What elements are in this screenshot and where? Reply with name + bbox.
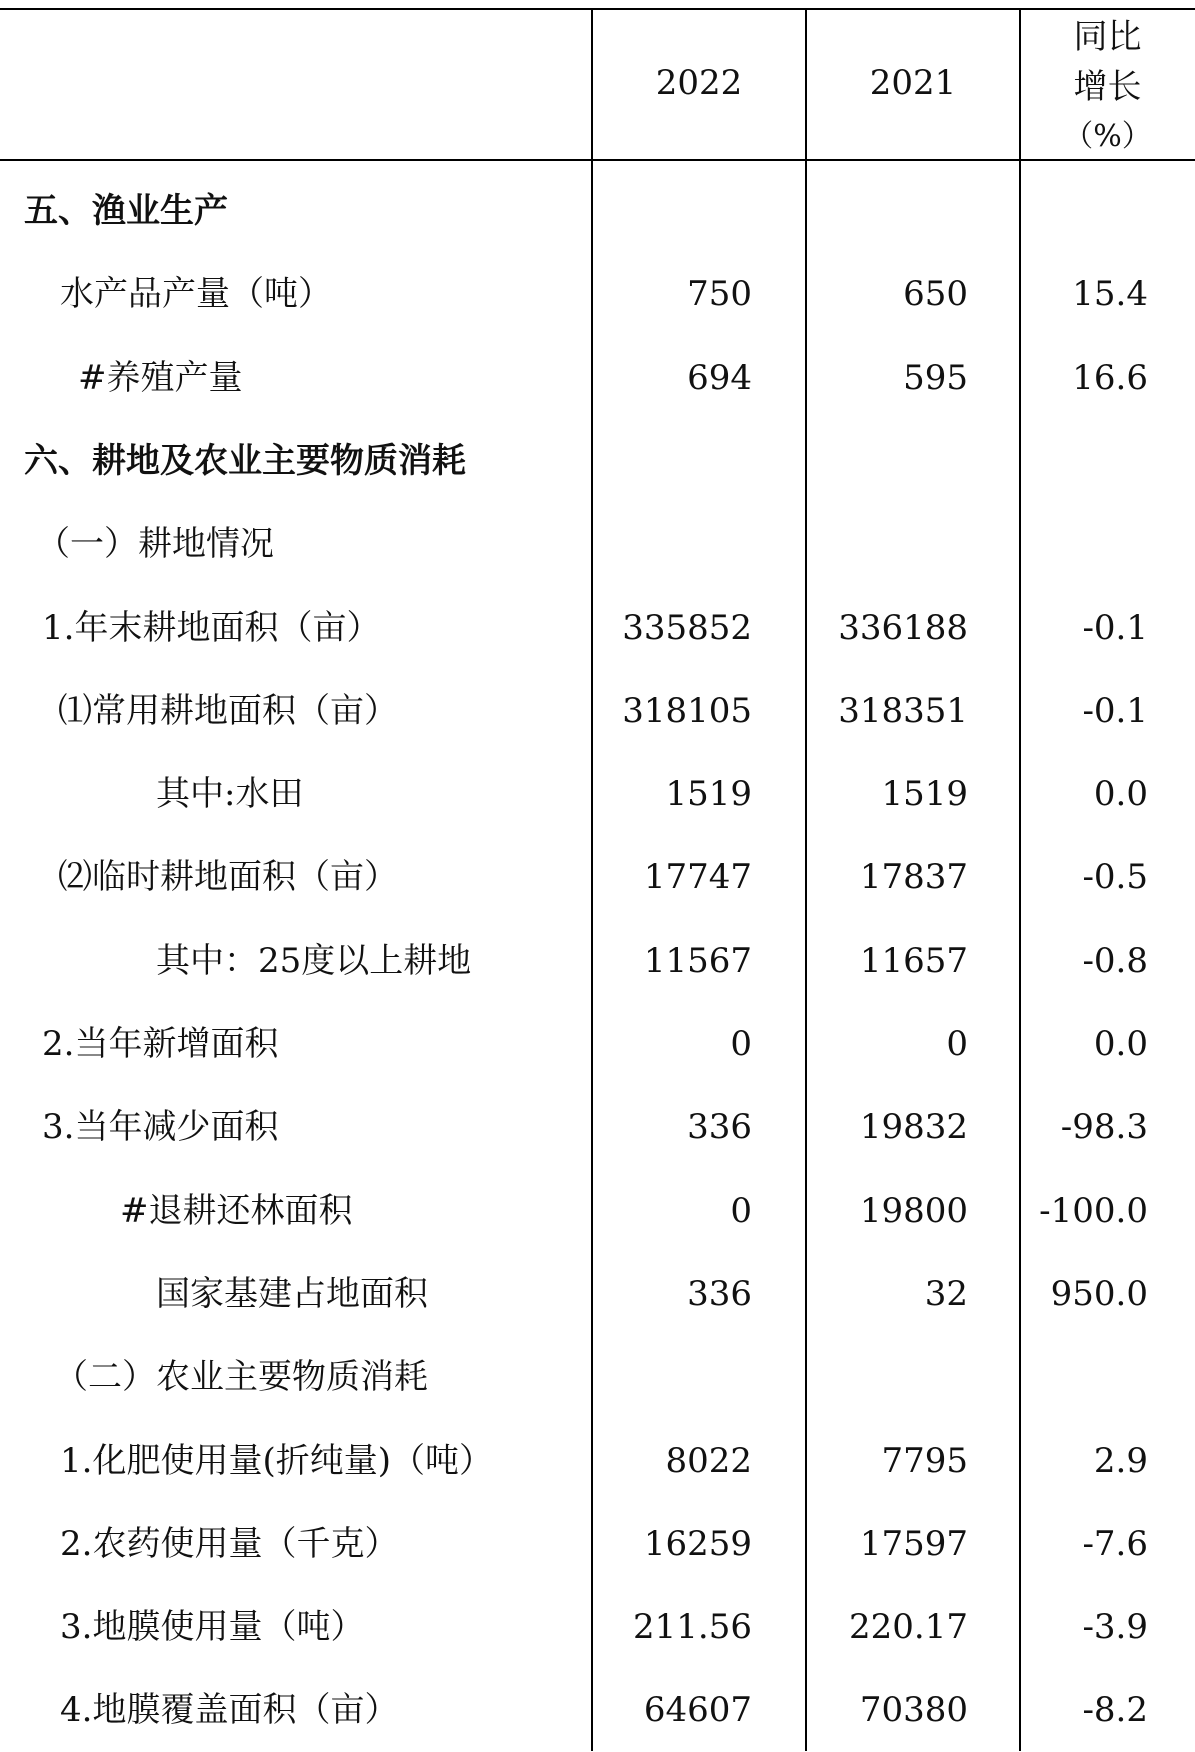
value-2021: 70380 <box>859 1690 968 1731</box>
table-row <box>0 1669 1195 1752</box>
table-row <box>0 1503 1195 1586</box>
table-row <box>0 170 1195 253</box>
table-row <box>0 420 1195 503</box>
row-label: 六、耕地及农业主要物质消耗 <box>24 440 466 481</box>
table-row <box>0 670 1195 753</box>
row-label: 五、渔业生产 <box>24 191 228 231</box>
value-2022: 0 <box>730 1024 752 1064</box>
table-row <box>0 1253 1195 1336</box>
table-row <box>0 337 1195 420</box>
row-label: 3.地膜使用量（吨） <box>60 1607 365 1648</box>
table-row <box>0 587 1195 670</box>
value-yoy: -0.1 <box>1082 690 1148 731</box>
row-label: 1.化肥使用量(折纯量)（吨） <box>60 1440 493 1481</box>
table-row <box>0 1170 1195 1253</box>
table-row <box>0 1003 1195 1086</box>
value-2022: 11567 <box>643 940 752 981</box>
value-2021: 1519 <box>881 774 968 815</box>
value-yoy: -100.0 <box>1039 1190 1148 1231</box>
table-row <box>0 1336 1195 1419</box>
value-2021: 11657 <box>859 940 968 981</box>
value-2021: 19832 <box>859 1107 968 1148</box>
value-yoy <box>1020 420 1148 503</box>
row-label: 国家基建占地面积 <box>156 1273 428 1314</box>
value-2021: 220.17 <box>849 1607 968 1648</box>
value-2022: 17747 <box>643 857 752 898</box>
value-2022: 1519 <box>665 774 752 815</box>
value-2022: 0 <box>730 1190 752 1231</box>
value-2022: 336 <box>687 1273 752 1314</box>
value-2022: 8022 <box>665 1440 752 1481</box>
row-label: 2.农药使用量（千克） <box>60 1523 399 1564</box>
value-2021: 17597 <box>859 1523 968 1564</box>
value-2021: 650 <box>903 274 968 315</box>
table-row <box>0 503 1195 586</box>
header-2021: 2021 <box>869 62 957 103</box>
row-label: 其中:水田 <box>156 774 304 815</box>
value-2021: 318351 <box>838 690 968 731</box>
row-label: ⑵临时耕地面积（亩） <box>58 857 398 898</box>
value-yoy: 950.0 <box>1050 1273 1148 1314</box>
row-label: 2.当年新增面积 <box>42 1024 279 1064</box>
row-label: 水产品产量（吨） <box>60 274 332 315</box>
value-2022: 211.56 <box>633 1607 752 1648</box>
row-label: 3.当年减少面积 <box>42 1107 279 1148</box>
value-yoy: -98.3 <box>1060 1107 1148 1148</box>
value-2022: 750 <box>687 274 752 315</box>
value-yoy: 2.9 <box>1093 1440 1148 1481</box>
value-2022: 694 <box>687 357 752 398</box>
value-2022: 64607 <box>643 1690 752 1731</box>
value-2022: 16259 <box>643 1523 752 1564</box>
table-row <box>0 753 1195 836</box>
table-row <box>0 836 1195 919</box>
row-label: 4.地膜覆盖面积（亩） <box>60 1690 399 1731</box>
header-yoy <box>1020 8 1195 161</box>
value-2022: 336 <box>687 1107 752 1148</box>
value-yoy: -7.6 <box>1082 1523 1148 1564</box>
value-2021 <box>806 1336 968 1419</box>
value-2022 <box>592 170 752 253</box>
value-2021 <box>806 170 968 253</box>
value-2022: 318105 <box>622 690 752 731</box>
value-yoy: -0.1 <box>1082 607 1148 648</box>
value-2022 <box>592 503 752 586</box>
row-label: （二）农业主要物质消耗 <box>54 1357 428 1398</box>
table-row <box>0 1420 1195 1503</box>
row-label: #退耕还林面积 <box>120 1190 353 1231</box>
row-label: 1.年末耕地面积（亩） <box>42 607 381 648</box>
value-yoy: 15.4 <box>1072 274 1148 315</box>
header-yoy-line3: （%） <box>1063 118 1152 154</box>
table-row <box>0 920 1195 1003</box>
table-row <box>0 1586 1195 1669</box>
table-row <box>0 1086 1195 1169</box>
value-2021: 7795 <box>881 1440 968 1481</box>
header-yoy-line2: 增长 <box>1073 66 1142 107</box>
value-2021: 336188 <box>838 607 968 648</box>
value-yoy <box>1020 170 1148 253</box>
value-2021: 19800 <box>859 1190 968 1231</box>
row-label: ⑴常用耕地面积（亩） <box>58 690 398 731</box>
value-2022 <box>592 420 752 503</box>
value-yoy: 0.0 <box>1093 1024 1148 1064</box>
value-2021: 17837 <box>859 857 968 898</box>
value-2022 <box>592 1336 752 1419</box>
value-yoy: 0.0 <box>1093 774 1148 815</box>
value-2021 <box>806 503 968 586</box>
value-yoy: -3.9 <box>1082 1607 1148 1648</box>
value-2021 <box>806 420 968 503</box>
value-2021: 595 <box>903 357 968 398</box>
value-yoy <box>1020 503 1148 586</box>
value-2022: 335852 <box>622 607 752 648</box>
row-label: （一）耕地情况 <box>36 524 274 565</box>
row-label: 其中：25度以上耕地 <box>156 940 472 981</box>
value-2021: 32 <box>924 1273 968 1314</box>
value-yoy: -0.8 <box>1082 940 1148 981</box>
value-2021: 0 <box>946 1024 968 1064</box>
row-label: #养殖产量 <box>78 357 243 398</box>
header-yoy-line1: 同比 <box>1073 16 1142 57</box>
value-yoy: -0.5 <box>1082 857 1148 898</box>
value-yoy: -8.2 <box>1082 1690 1148 1731</box>
header-2022: 2022 <box>655 62 743 103</box>
table-row <box>0 253 1195 336</box>
value-yoy <box>1020 1336 1148 1419</box>
value-yoy: 16.6 <box>1072 357 1148 398</box>
